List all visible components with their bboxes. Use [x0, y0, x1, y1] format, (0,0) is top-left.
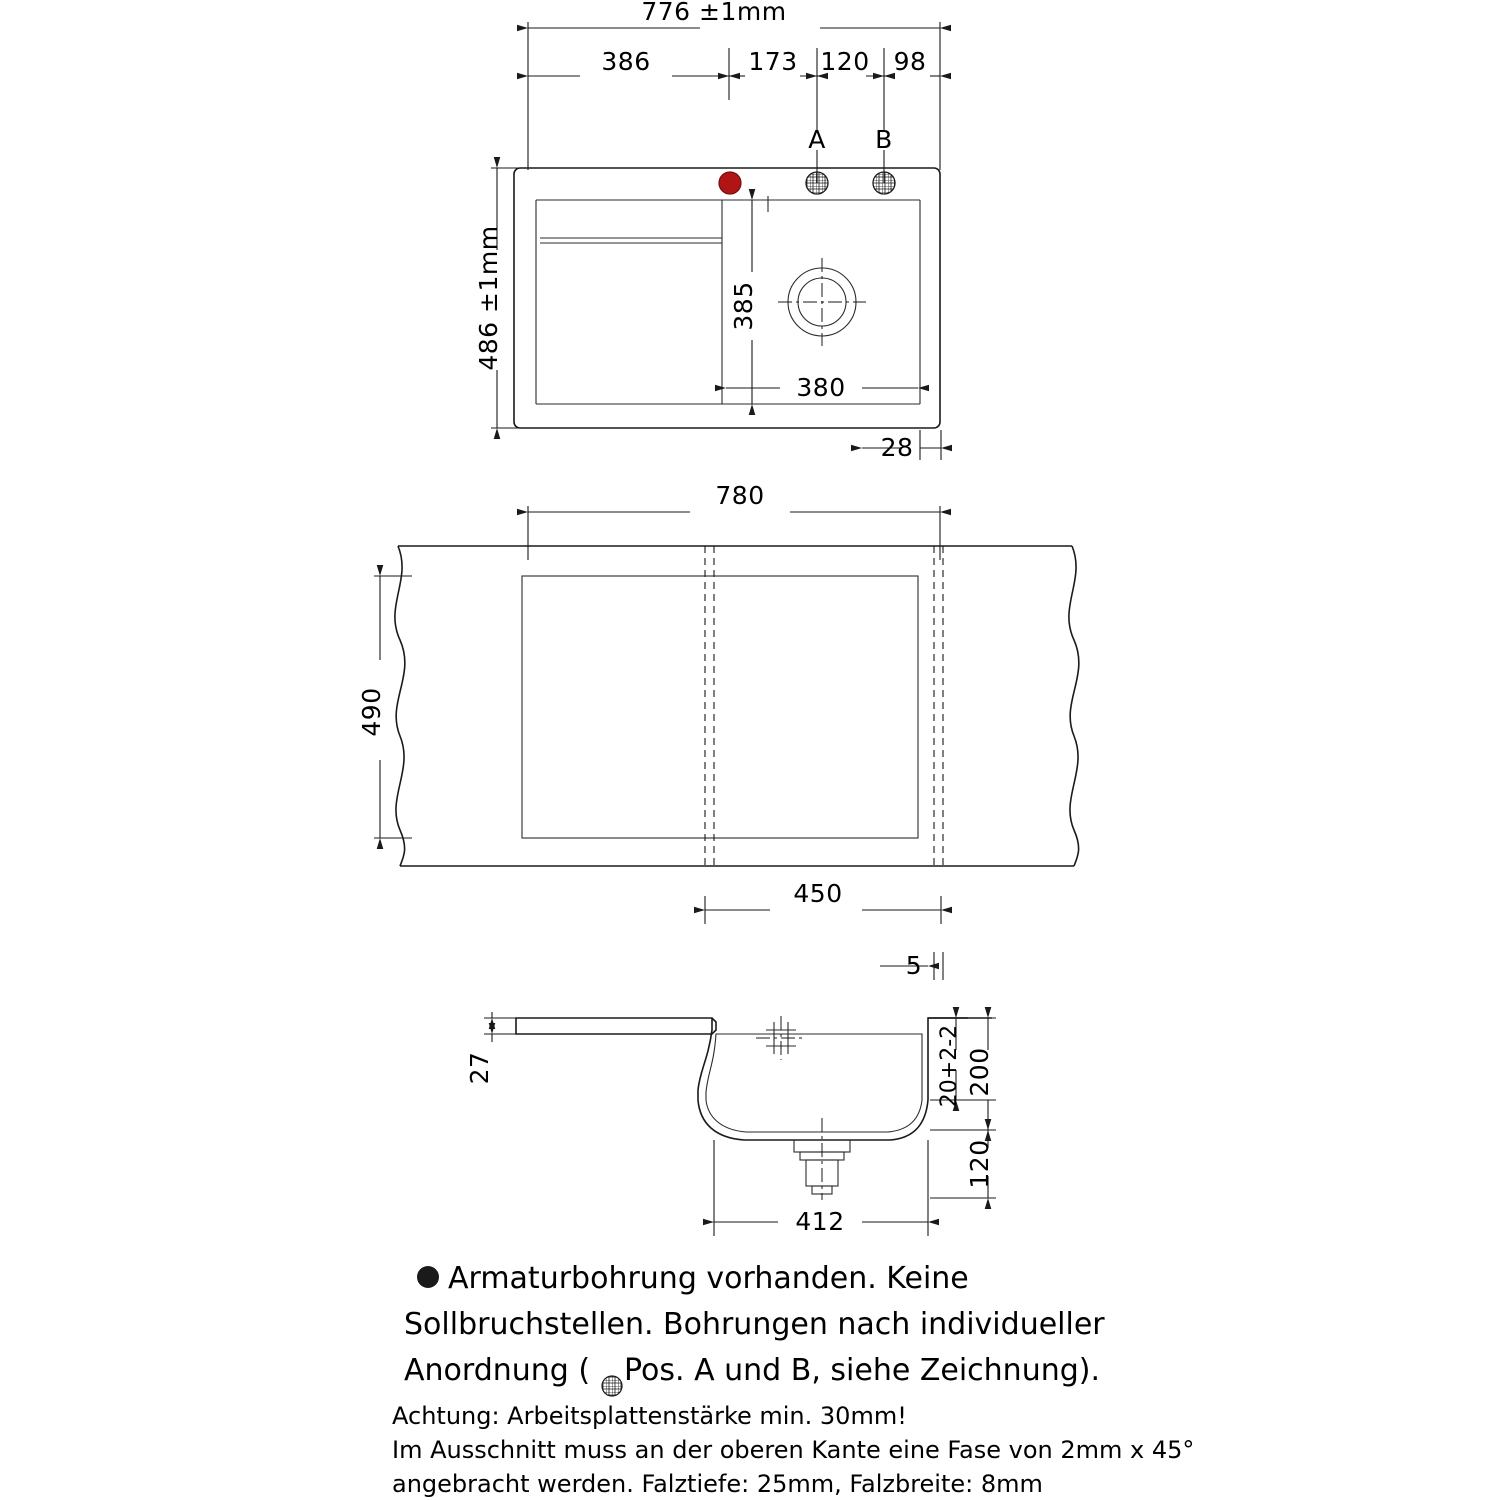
dim-label-412: 412	[795, 1207, 845, 1236]
dim-label-27: 27	[465, 1051, 494, 1085]
dim-label-380: 380	[796, 373, 846, 402]
dim-label-385: 385	[729, 281, 758, 331]
hole-label-a: A	[808, 125, 826, 154]
small-note-3: angebracht werden. Falztiefe: 25mm, Falzbreite: 8mm	[392, 1470, 1043, 1498]
small-note-1: Achtung: Arbeitsplattenstärke min. 30mm!	[392, 1402, 907, 1430]
dim-label-overall-width: 776 ±1mm	[641, 0, 787, 26]
dim-label-98: 98	[893, 47, 927, 76]
small-note-2: Im Ausschnitt muss an der oberen Kante eine Fase von 2mm x 45°	[392, 1436, 1195, 1464]
dim-label-490: 490	[357, 687, 386, 737]
dim-label-120: 120	[820, 47, 870, 76]
hole-label-b: B	[875, 125, 893, 154]
dim-label-5: 5	[905, 951, 923, 980]
dim-label-120: 120	[965, 1139, 994, 1189]
dim-label-173: 173	[748, 47, 798, 76]
dim-label-450: 450	[793, 879, 843, 908]
dim-label-780: 780	[715, 481, 765, 510]
dim-label-386: 386	[601, 47, 651, 76]
note-line-2: Sollbruchstellen. Bohrungen nach individueller	[404, 1307, 1105, 1342]
note-line-1: Armaturbohrung vorhanden. Keine	[448, 1261, 969, 1296]
note-line-3-prefix: Anordnung (	[404, 1353, 591, 1388]
dim-label-28: 28	[880, 433, 914, 462]
dim-label-200: 200	[965, 1047, 994, 1097]
dim-label-overall-height: 486 ±1mm	[474, 225, 503, 371]
dim-label-20: 20+2-2	[937, 1024, 962, 1108]
note-line-3-suffix: Pos. A und B, siehe Zeichnung).	[624, 1353, 1101, 1388]
